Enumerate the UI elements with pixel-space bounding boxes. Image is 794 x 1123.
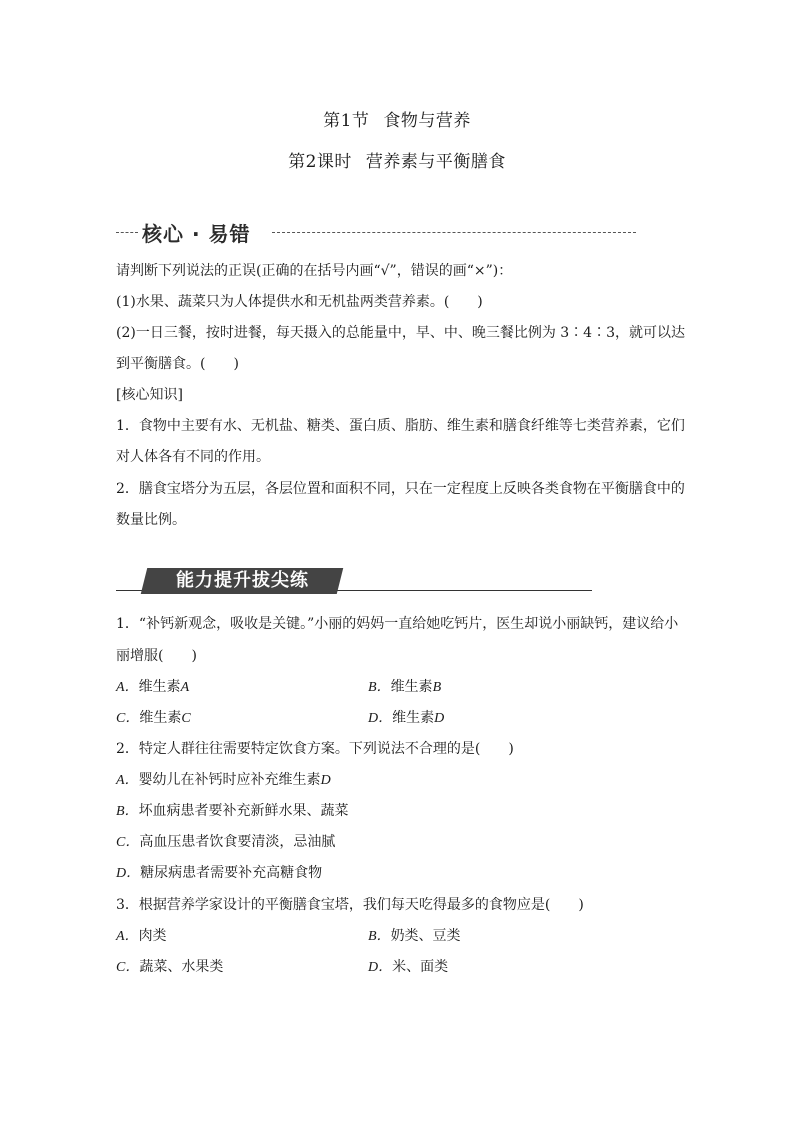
option-letter: A． [116,773,139,788]
option-text: 米、面类 [392,959,449,975]
knowledge-1: 1．食物中主要有水、无机盐、糖类、蛋白质、脂肪、维生素和膳食纤维等七类营养素，它们 [116,418,685,434]
practice-heading-badge [141,568,343,594]
section-title [0,106,794,131]
q2-option-b[interactable] [116,800,349,820]
option-letter: B． [368,929,391,944]
option-italic: D [434,711,445,726]
option-text: 维生素 [392,710,435,726]
q2-option-d[interactable] [116,862,322,882]
option-text: 高血压患者饮食要清淡，忌油腻 [139,834,336,850]
dashed-divider-left [116,232,138,233]
option-text: 维生素 [390,679,433,695]
knowledge-2-cont: 数量比例。 [116,512,186,528]
lesson-title [0,147,794,172]
option-italic: C [181,711,191,726]
core-heading: 核心 · 易错 [142,222,251,246]
knowledge-label: [核心知识] [116,387,183,403]
lesson-name: 营养素与平衡膳食 [365,152,506,172]
q1-option-d[interactable] [368,707,444,727]
knowledge-1-cont: 对人体各有不同的作用。 [116,449,270,465]
core-instruction: 请判断下列说法的正误(正确的在括号内画“√”，错误的画“×”)： [116,263,513,279]
option-letter: A． [116,929,139,944]
core-item-2: (2)一日三餐，按时进餐，每天摄入的总能量中，早、中、晚三餐比例为 3∶4∶3，就可以达 [116,325,686,341]
option-text: 蔬菜、水果类 [139,959,224,975]
option-letter: A． [116,680,139,695]
option-text: 维生素 [139,710,182,726]
option-letter: C． [116,835,140,850]
section-name: 食物与营养 [383,111,471,131]
q2-stem: 2．特定人群往往需要特定饮食方案。下列说法不合理的是( ) [116,741,514,757]
q1-stem: 1．“补钙新观念，吸收是关键。”小丽的妈妈一直给她吃钙片，医生却说小丽缺钙，建议给小 [116,616,679,632]
lesson-number: 第2课时 [288,152,352,172]
option-italic: D [320,773,331,788]
q3-option-c[interactable] [116,956,223,976]
option-letter: D． [368,711,393,726]
core-item-2-cont: 到平衡膳食。( ) [116,356,239,372]
option-letter: D． [116,866,141,881]
option-letter: B． [368,680,391,695]
dashed-divider-right [272,232,636,233]
q2-option-a[interactable] [116,769,331,789]
option-text: 维生素 [138,679,181,695]
practice-heading: 能力提升拔尖练 [175,570,309,591]
option-italic: B [432,680,442,695]
core-section-header [116,218,636,248]
q2-option-c[interactable] [116,831,335,851]
q3-option-a[interactable] [116,925,167,945]
option-text: 肉类 [138,928,167,944]
section-number: 第1节 [323,111,370,131]
knowledge-2: 2．膳食宝塔分为五层，各层位置和面积不同，只在一定程度上反映各类食物在平衡膳食中的 [116,481,685,497]
option-letter: B． [116,804,139,819]
practice-section-header [116,568,592,596]
q3-option-d[interactable] [368,956,448,976]
option-letter: C． [116,960,140,975]
q1-option-c[interactable] [116,707,191,727]
q1-option-b[interactable] [368,676,441,696]
option-text: 奶类、豆类 [390,928,461,944]
option-text: 婴幼儿在补钙时应补充维生素 [138,772,321,788]
option-letter: D． [368,960,393,975]
option-text: 坏血病患者要补充新鲜水果、蔬菜 [138,803,349,819]
option-text: 糖尿病患者需要补充高糖食物 [140,865,323,881]
option-letter: C． [116,711,140,726]
q3-option-b[interactable] [368,925,461,945]
option-italic: A [180,680,190,695]
q3-stem: 3．根据营养学家设计的平衡膳食宝塔，我们每天吃得最多的食物应是( ) [116,897,584,913]
q1-option-a[interactable] [116,676,189,696]
core-item-1: (1)水果、蔬菜只为人体提供水和无机盐两类营养素。( ) [116,294,483,310]
q1-stem-cont: 丽增服( ) [116,648,197,664]
